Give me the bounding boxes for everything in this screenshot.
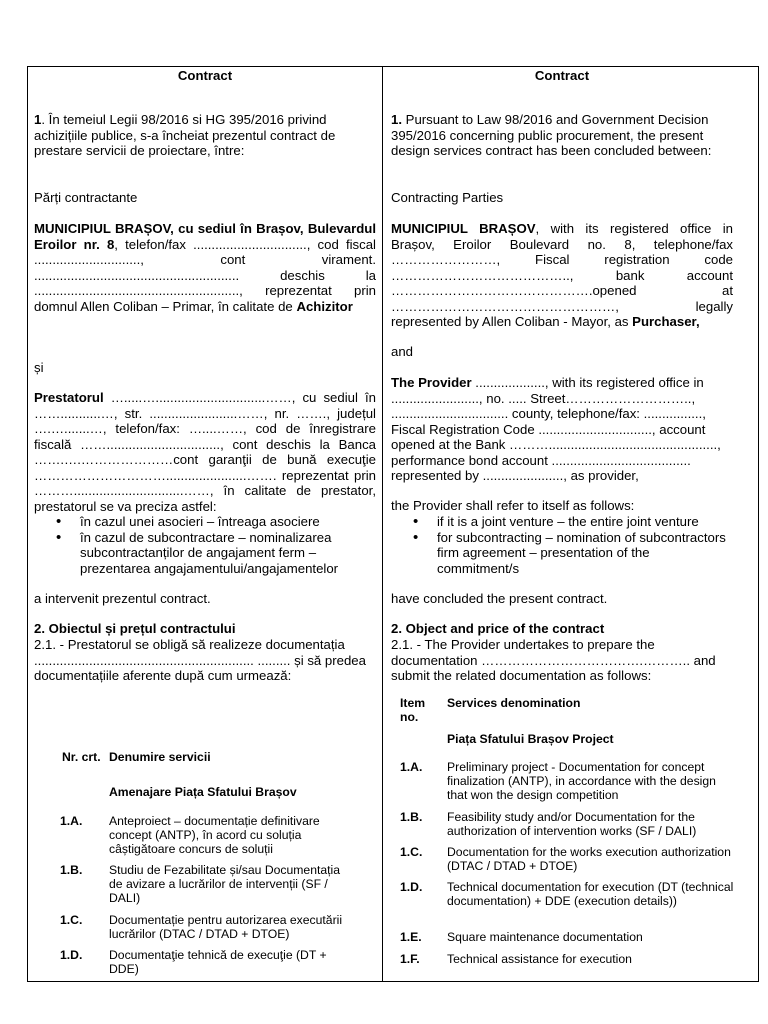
right-provider-line2: the Provider shall refer to itself as follows: bbox=[391, 498, 635, 513]
left-concluded: a intervenit prezentul contract. bbox=[34, 591, 211, 606]
list-item: • if it is a joint venture – the entire joint venture bbox=[423, 514, 733, 530]
left-municipality-block: MUNICIPIUL BRAȘOV, cu sediul în Brașov, Bulevardul Eroilor nr. 8, telefon/fax ..............................., cod fiscal ............................., cont virament. ........................................................ deschis la ........................................................, reprezentat prin domnul Allen Coliban – Primar, în calitate de Achizitor bbox=[34, 221, 376, 314]
right-concluded: have concluded the present contract. bbox=[391, 591, 608, 606]
list-item: • în cazul unei asocieri – întreaga asociere bbox=[66, 514, 376, 530]
left-intro: 1. În temeiul Legii 98/2016 si HG 395/2016 privind achizițiile publice, s-a încheiat prezentul contract de prestare servicii de proiectare, între: bbox=[34, 112, 336, 158]
right-intro: 1. Pursuant to Law 98/2016 and Government Decision 395/2016 concerning public procurement, the present design services contract has been concluded between: bbox=[391, 112, 712, 158]
right-title: Contract bbox=[534, 68, 590, 83]
right-parties-heading: Contracting Parties bbox=[391, 190, 504, 205]
left-section2-title: 2. Obiectul și prețul contractului bbox=[34, 621, 236, 636]
right-municipality-block: MUNICIPIUL BRAȘOV, with its registered office in Brașov, Eroilor Boulevard no. 8, telephone/fax ……………………, Fiscal registration code ………………………………….., bank account ……………………………………….opened at ……………………………………………, legally represented by Allen Coliban - Mayor, as Purchaser, bbox=[391, 221, 733, 329]
right-section2-text: 2.1. - The Provider undertakes to prepare the documentation ……………………………….……….. and submit the related documentation as follows: bbox=[391, 637, 716, 683]
column-divider bbox=[382, 66, 383, 982]
right-section2-title: 2. Object and price of the contract bbox=[391, 621, 605, 636]
left-bullet-list bbox=[34, 514, 376, 576]
right-bullet-list bbox=[391, 514, 733, 576]
list-item: • în cazul de subcontractare – nominalizarea subcontractanților de angajament ferm – prezentarea angajamentului/angajamentelor bbox=[66, 530, 376, 577]
list-item: • for subcontracting – nomination of subcontractors firm agreement – presentation of the commitment/s bbox=[423, 530, 733, 577]
right-provider-block: The Provider ..................., with its registered office in ........................, no. ..... Street……………………….., ................................ county, telephone/fax: ................, Fiscal Registration Code ..............................., account opened at the Bank ……….............................................., performance bond account ...................................... represented by ......................, as provider, bbox=[391, 375, 721, 483]
left-provider-block: Prestatorul ….....…..............................……, cu sediul în ……...........…, str. ........................……, nr. ……., județul ….….......…, telefon/fax: …....……, cod de înregistrare fiscală ……..............................., cont deschis la Banca …….….…………………cont garanţii de bună execuţie …………………………......................……. reprezentat prin ………..............................……, în calitate de prestator, prestatorul se va preciza astfel: bbox=[34, 390, 376, 514]
left-section2-text: 2.1. - Prestatorul se obligă să realizeze documentația ............................................................ ......... și să predea documentațiile aferente după cum urmează: bbox=[34, 637, 366, 683]
right-and: and bbox=[391, 344, 414, 359]
left-title: Contract bbox=[177, 68, 233, 83]
left-and: și bbox=[34, 360, 44, 375]
left-parties-heading: Părți contractante bbox=[34, 190, 138, 205]
